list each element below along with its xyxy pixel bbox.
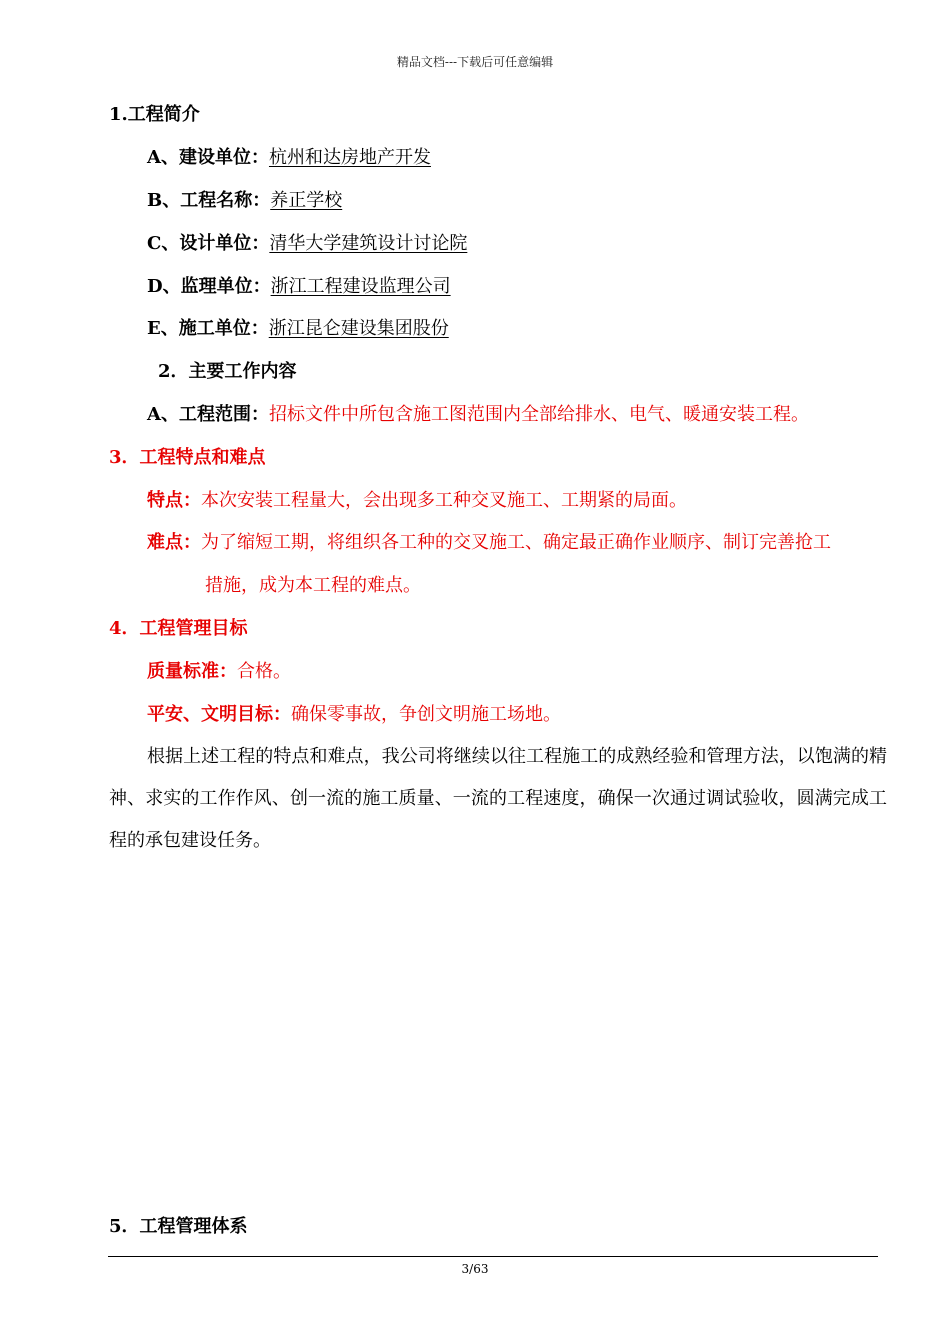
section-4-title: 4．工程管理目标 xyxy=(109,618,248,639)
item-designer xyxy=(147,231,467,257)
item-label: B、工程名称： xyxy=(147,190,271,211)
difficulty-line xyxy=(147,530,831,556)
summary-paragraph: 根据上述工程的特点和难点，我公司将继续以往工程施工的成熟经验和管理方法，以饱满的精神、求实的工作作风、创一流的施工质量、一流的工程速度，确保一次通过调试验收，圆满完成工程的承包建设任务。 xyxy=(109,746,887,851)
quality-label: 质量标准： xyxy=(147,661,237,682)
safety-value: 确保零事故，争创文明施工场地。 xyxy=(291,704,561,725)
item-value: 浙江工程建设监理公司 xyxy=(270,276,451,297)
difficulty-label: 难点： xyxy=(147,532,201,553)
feature-line xyxy=(147,488,687,514)
item-value: 浙江昆仑建设集团股份 xyxy=(268,318,449,339)
item-owner xyxy=(147,145,431,171)
safety-label: 平安、文明目标： xyxy=(147,704,291,725)
section-3-title: 3．工程特点和难点 xyxy=(109,447,266,468)
feature-label: 特点： xyxy=(147,490,201,511)
footer-rule xyxy=(108,1256,878,1257)
page-number: 3/63 xyxy=(461,1262,489,1276)
section-5-title: 5．工程管理体系 xyxy=(109,1216,248,1237)
item-value: 清华大学建筑设计讨论院 xyxy=(269,233,468,254)
work-scope xyxy=(147,402,809,428)
item-label: E、施工单位： xyxy=(147,318,269,339)
quality-value: 合格。 xyxy=(237,661,291,682)
item-project-name xyxy=(147,188,342,214)
item-value: 养正学校 xyxy=(270,190,343,211)
feature-value: 本次安装工程量大，会出现多工种交叉施工、工期紧的局面。 xyxy=(201,490,687,511)
safety-line xyxy=(147,702,561,728)
item-contractor xyxy=(147,316,449,342)
page-header: 精品文档---下载后可任意编辑 xyxy=(396,55,554,69)
item-supervisor xyxy=(147,274,451,300)
item-label: C、设计单位： xyxy=(147,233,270,254)
section-2-title: 2．主要工作内容 xyxy=(158,361,297,382)
quality-line xyxy=(147,659,291,685)
section-1-title: 1.工程简介 xyxy=(109,104,200,125)
item-label: A、建设单位： xyxy=(147,147,269,168)
scope-value: 招标文件中所包含施工图范围内全部给排水、电气、暖通安装工程。 xyxy=(268,404,809,425)
scope-label: A、工程范围： xyxy=(147,404,269,425)
item-value: 杭州和达房地产开发 xyxy=(268,147,431,168)
difficulty-value: 为了缩短工期，将组织各工种的交叉施工、确定最正确作业顺序、制订完善抢工 xyxy=(201,532,831,553)
item-label: D、监理单位： xyxy=(147,276,271,297)
difficulty-continuation: 措施，成为本工程的难点。 xyxy=(205,575,421,596)
